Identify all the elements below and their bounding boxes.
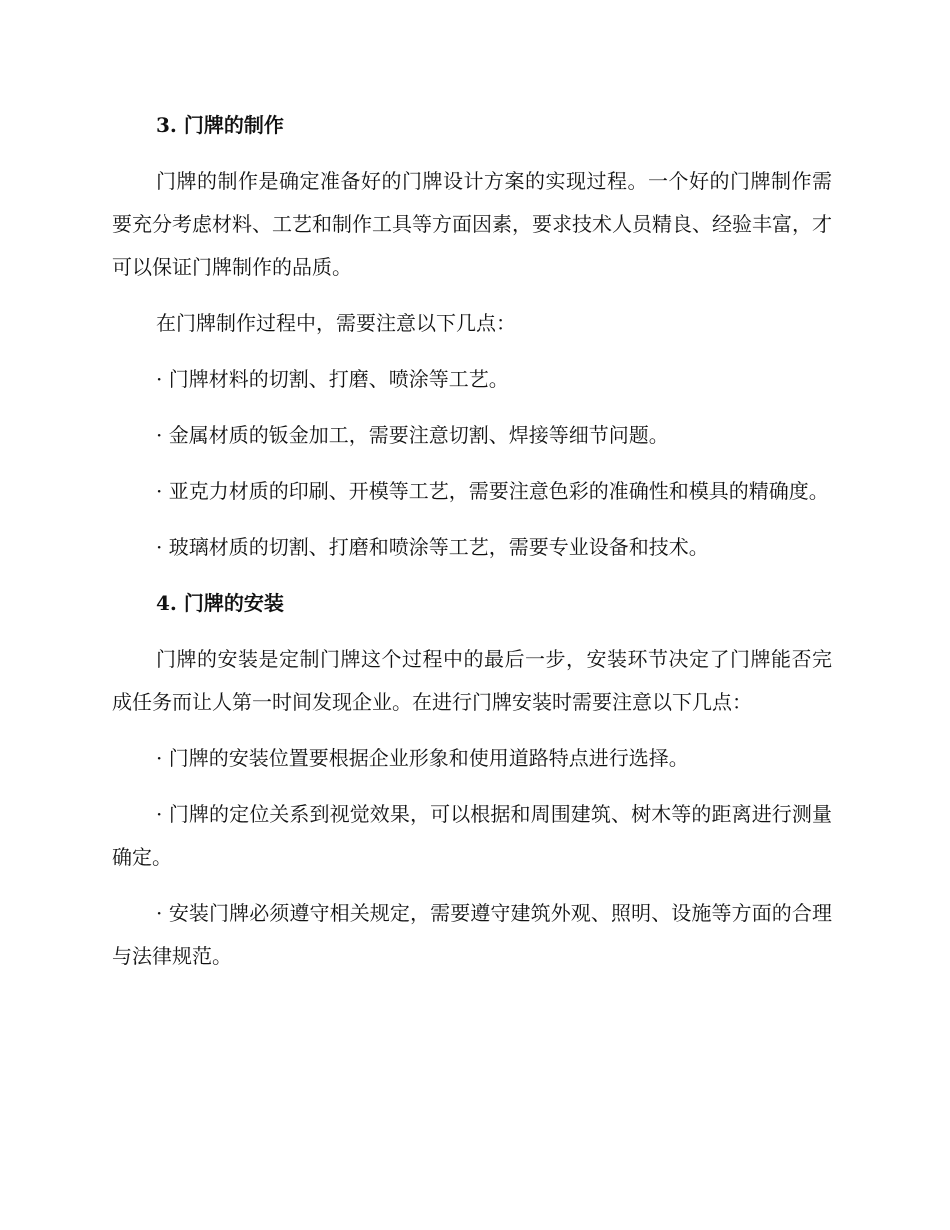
bullet-item: · 门牌材料的切割、打磨、喷涂等工艺。 [156, 367, 509, 391]
section-intro-installation: 门牌的安装是定制门牌这个过程中的最后一步，安装环节决定了门牌能否完成任务而让人第一时间发现企业。在进行门牌安装时需要注意以下几点： [112, 647, 832, 714]
bullet-item: · 玻璃材质的切割、打磨和喷涂等工艺，需要专业设备和技术。 [156, 535, 709, 559]
bullet-item: · 安装门牌必须遵守相关规定，需要遵守建筑外观、照明、设施等方面的合理与法律规范。 [112, 901, 832, 968]
section-heading-installation: 4. 门牌的安装 [156, 591, 284, 615]
bullet-item: · 金属材质的钣金加工，需要注意切割、焊接等细节问题。 [156, 423, 669, 447]
bullet-item: · 门牌的定位关系到视觉效果，可以根据和周围建筑、树木等的距离进行测量确定。 [112, 802, 832, 869]
section-lead-making: 在门牌制作过程中，需要注意以下几点： [156, 311, 516, 335]
document-body [112, 104, 832, 991]
section-intro-making: 门牌的制作是确定准备好的门牌设计方案的实现过程。一个好的门牌制作需要充分考虑材料、工艺和制作工具等方面因素，要求技术人员精良、经验丰富，才可以保证门牌制作的品质。 [112, 169, 832, 279]
bullet-item: · 门牌的安装位置要根据企业形象和使用道路特点进行选择。 [156, 746, 689, 770]
section-heading-making: 3. 门牌的制作 [156, 113, 284, 137]
bullet-item: · 亚克力材质的印刷、开模等工艺，需要注意色彩的准确性和模具的精确度。 [156, 479, 829, 503]
